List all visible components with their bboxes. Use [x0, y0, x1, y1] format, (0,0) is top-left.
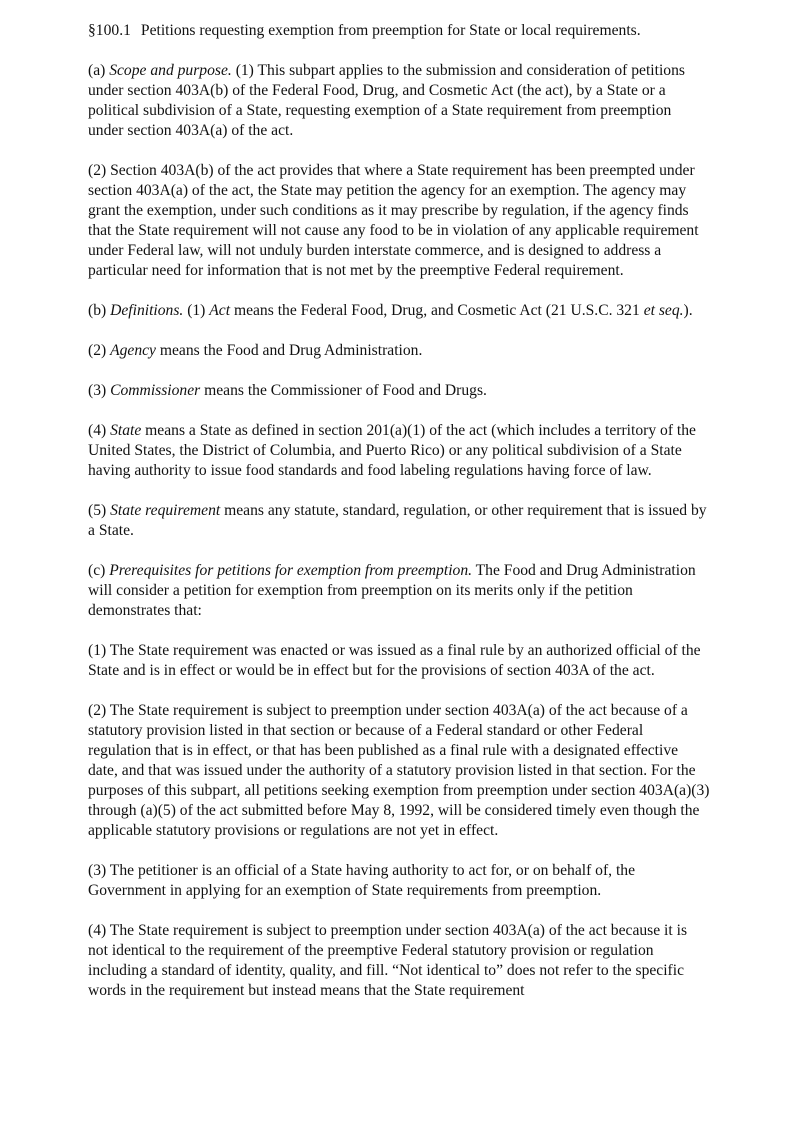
paragraph-c-2: (2) The State requirement is subject to preemption under section 403A(a) of the act because of a statutory provision listed in that section or because of a Federal standard or other Federal regulation that is in effect, or that has been published as a final rule with a designated effective date, and that was issued under the authority of a statutory provision listed in that section. For the purposes of this subpart, all petitions seeking exemption from preemption under section 403A(a)(3) through (a)(5) of the act submitted before May 8, 1992, will be considered timely even though the applicable statutory provisions or regulations are not yet in effect.	[88, 702, 710, 839]
section-number: §100.1	[88, 22, 131, 39]
section-heading: Petitions requesting exemption from preemption for State or local requirements.	[140, 22, 641, 39]
paragraph-label: (c)	[88, 562, 110, 579]
paragraph-number: (3)	[88, 382, 111, 399]
paragraph-text: means the Commissioner of Food and Drugs.	[200, 382, 487, 399]
paragraph-number: (1)	[183, 302, 210, 319]
paragraph-heading: Definitions.	[110, 302, 184, 319]
defined-term: State	[110, 422, 142, 439]
paragraph-b-3	[88, 381, 710, 401]
paragraph-label: (b)	[88, 302, 111, 319]
paragraph-c	[88, 561, 710, 621]
defined-term: State requirement	[110, 502, 221, 519]
document-page	[88, 21, 710, 1021]
paragraph-c-4: (4) The State requirement is subject to preemption under section 403A(a) of the act because it is not identical to the requirement of the preemptive Federal statutory provision or regulation including a standard of identity, quality, and fill. “Not identical to” does not refer to the specific words in the requirement but instead means that the State requirement	[88, 922, 688, 999]
defined-term: Commissioner	[110, 382, 201, 399]
defined-term: Act	[209, 302, 231, 319]
et-seq: et seq.	[643, 302, 684, 319]
paragraph-b-5	[88, 501, 710, 541]
paragraph-text: means the Food and Drug Administration.	[155, 342, 423, 359]
paragraph-end: ).	[683, 302, 693, 319]
paragraph-a-1	[88, 61, 710, 141]
defined-term: Agency	[110, 342, 156, 359]
paragraph-heading: Scope and purpose.	[109, 62, 232, 79]
paragraph-number: (4)	[88, 422, 111, 439]
paragraph-text: (1) This subpart applies to the submission and consideration of petitions under section 403A(b) of the Federal Food, Drug, and Cosmetic Act (the act), by a State or a political subdivision of a State, requesting exemption of a State requirement from preemption under section 403A(a) of the act.	[88, 62, 685, 139]
paragraph-text: means a State as defined in section 201(a)(1) of the act (which includes a territory of the United States, the District of Columbia, and Puerto Rico) or any political subdivision of a State having authority to issue food standards and food labeling regulations having force of law.	[88, 422, 696, 479]
paragraph-text: means the Federal Food, Drug, and Cosmetic Act (21 U.S.C. 321	[230, 302, 644, 319]
paragraph-heading: Prerequisites for petitions for exemption from preemption.	[109, 562, 473, 579]
paragraph-b-1	[88, 301, 710, 321]
paragraph-b-4	[88, 421, 710, 481]
paragraph-number: (2)	[88, 342, 111, 359]
paragraph-b-2	[88, 341, 710, 361]
paragraph-text: means any statute, standard, regulation, or other requirement that is issued by a State.	[88, 502, 707, 539]
section-title	[88, 21, 710, 41]
paragraph-c-3: (3) The petitioner is an official of a State having authority to act for, or on behalf of, the Government in applying for an exemption of State requirements from preemption.	[88, 862, 636, 899]
paragraph-label: (a)	[88, 62, 110, 79]
paragraph-text: The Food and Drug Administration will consider a petition for exemption from preemption on its merits only if the petition demonstrates that:	[88, 562, 696, 619]
paragraph-number: (5)	[88, 502, 111, 519]
paragraph-c-1: (1) The State requirement was enacted or was issued as a final rule by an authorized official of the State and is in effect or would be in effect but for the provisions of section 403A of the act.	[88, 642, 701, 679]
paragraph-a-2: (2) Section 403A(b) of the act provides that where a State requirement has been preempted under section 403A(a) of the act, the State may petition the agency for an exemption. The agency may grant the exemption, under such conditions as it may prescribe by regulation, if the agency finds that the State requirement will not cause any food to be in violation of any applicable requirement under Federal law, will not unduly burden interstate commerce, and is designed to address a particular need for information that is not met by the preemptive Federal requirement.	[88, 162, 699, 279]
